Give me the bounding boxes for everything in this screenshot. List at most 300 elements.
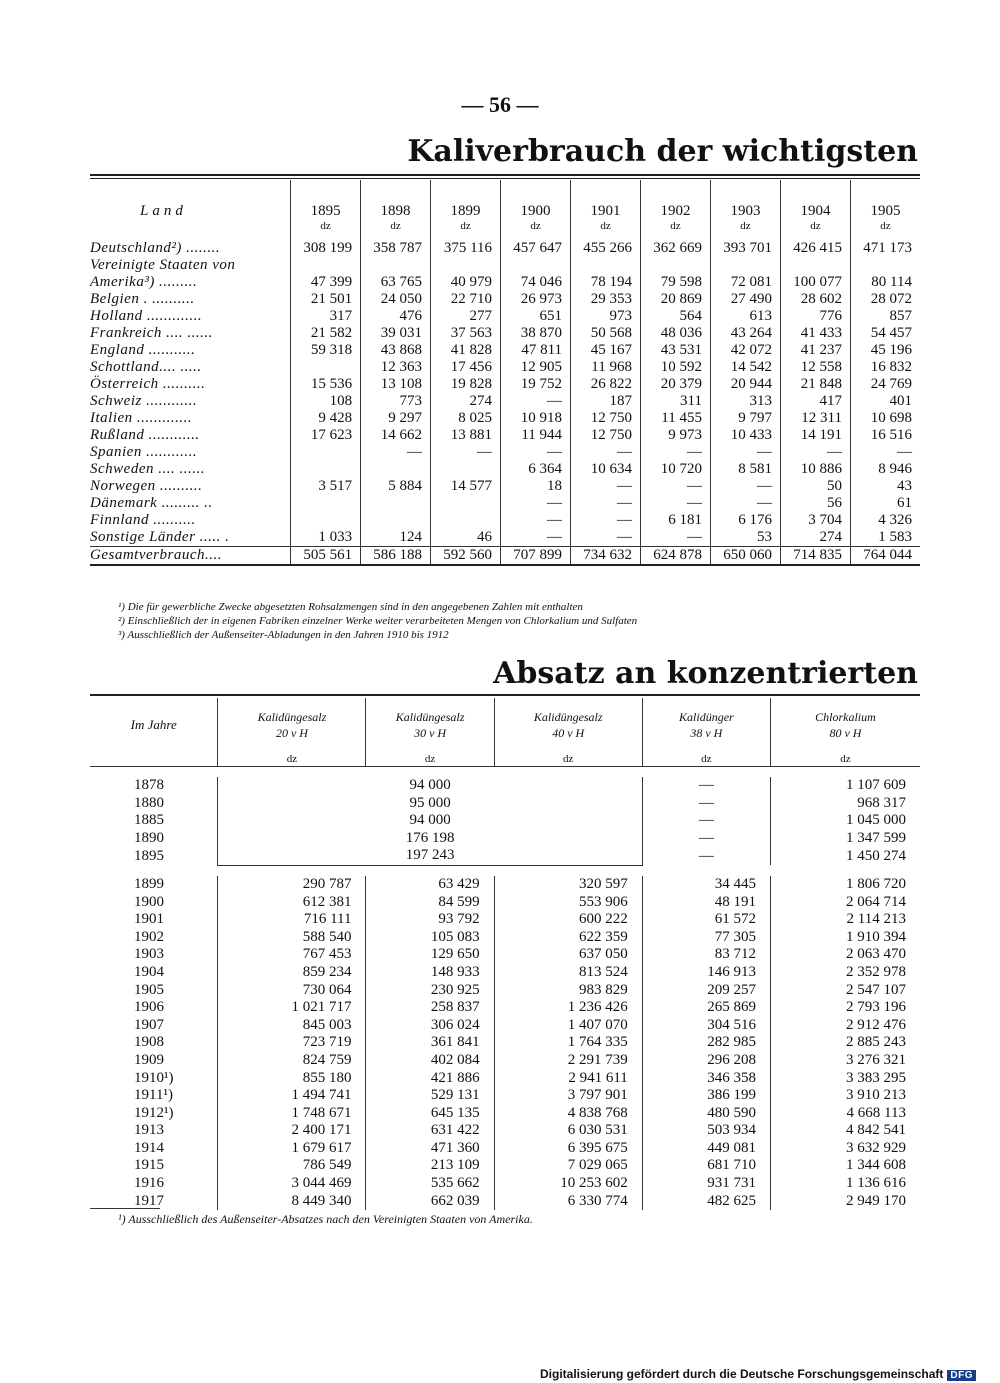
value-cell: 209 257 (642, 982, 770, 1000)
value-cell: 776 (780, 308, 850, 325)
value-cell: 10 433 (710, 427, 780, 444)
value-cell: 43 531 (641, 342, 711, 359)
value-cell: 651 (501, 308, 571, 325)
value-cell: 11 968 (571, 359, 641, 376)
value-cell: 24 769 (850, 376, 920, 393)
value-cell: — (850, 444, 920, 461)
column-header (770, 698, 920, 752)
value-cell: 1 910 394 (770, 929, 920, 947)
table-row (90, 1034, 920, 1052)
value-cell: 83 712 (642, 946, 770, 964)
value-cell: 10 918 (501, 410, 571, 427)
unit-label: dz (431, 220, 501, 240)
table1-top-rule (90, 174, 920, 176)
year-header: 1904 (780, 180, 850, 220)
table-row (90, 812, 920, 830)
value-cell: 79 598 (641, 274, 711, 291)
year-cell: 1906 (134, 999, 164, 1016)
year-header: Im Jahre (130, 717, 177, 732)
year-header: 1898 (361, 180, 431, 220)
unit-label: dz (571, 220, 641, 240)
value-cell: 631 422 (366, 1122, 494, 1140)
value-cell: 10 886 (780, 461, 850, 478)
value-cell (710, 257, 780, 274)
value-cell: 535 662 (366, 1175, 494, 1193)
unit-label: dz (218, 752, 366, 767)
value-cell: 20 944 (710, 376, 780, 393)
value-cell: 386 199 (642, 1087, 770, 1105)
value-cell: 40 979 (431, 274, 501, 291)
value-cell: 230 925 (366, 982, 494, 1000)
sales-table (90, 698, 920, 1210)
value-cell: — (361, 444, 431, 461)
value-cell: 77 305 (642, 929, 770, 947)
value-cell: 26 822 (571, 376, 641, 393)
value-cell: 1 764 335 (494, 1034, 642, 1052)
year-header: 1895 (291, 180, 361, 220)
unit-label: dz (494, 752, 642, 767)
column-name: Chlorkalium (815, 710, 876, 724)
value-cell: 471 360 (366, 1140, 494, 1158)
year-cell: 1903 (134, 946, 164, 963)
value-cell: 304 516 (642, 1017, 770, 1035)
value-cell: 56 (780, 495, 850, 512)
table2-header-row (90, 698, 920, 752)
unit-label: dz (641, 220, 711, 240)
value-cell (850, 257, 920, 274)
total-value: 624 878 (641, 547, 711, 566)
value-cell: 421 886 (366, 1070, 494, 1088)
year-cell: 1916 (134, 1175, 164, 1192)
value-cell: 317 (291, 308, 361, 325)
value-cell: — (710, 478, 780, 495)
value-cell: 10 698 (850, 410, 920, 427)
value-cell: 10 720 (641, 461, 711, 478)
country-name: England ........... (90, 342, 196, 358)
year-cell: 1909 (134, 1051, 164, 1068)
table2-top-rule (90, 694, 920, 696)
value-cell: 813 524 (494, 964, 642, 982)
value-cell: 53 (710, 529, 780, 547)
year-cell: 1878 (134, 777, 164, 793)
country-name: Deutschland²) ........ (90, 240, 221, 256)
table-row (90, 291, 920, 308)
value-cell: 482 625 (642, 1193, 770, 1211)
table-row (90, 964, 920, 982)
value-cell: 13 881 (431, 427, 501, 444)
value-cell: 61 572 (642, 911, 770, 929)
column-header (366, 698, 494, 752)
value-cell: 1 347 599 (770, 830, 920, 848)
value-cell: 105 083 (366, 929, 494, 947)
country-name: Rußland ............ (90, 427, 200, 443)
total-value: 586 188 (361, 547, 431, 566)
value-cell: — (710, 444, 780, 461)
column-percent: 20 v H (275, 726, 308, 740)
total-value: 714 835 (780, 547, 850, 566)
value-cell: 9 797 (710, 410, 780, 427)
value-cell: 84 599 (366, 894, 494, 912)
table-row (90, 274, 920, 291)
table-row (90, 461, 920, 478)
value-cell: 402 084 (366, 1052, 494, 1070)
year-cell: 1913 (134, 1122, 164, 1139)
value-cell: 296 208 (642, 1052, 770, 1070)
value-cell (431, 495, 501, 512)
value-cell: 588 540 (218, 929, 366, 947)
value-cell: 14 542 (710, 359, 780, 376)
value-cell: 773 (361, 393, 431, 410)
value-cell: 10 253 602 (494, 1175, 642, 1193)
unit-label: dz (501, 220, 571, 240)
country-name: Belgien . .......... (90, 291, 195, 307)
column-percent: 80 v H (829, 726, 862, 740)
value-cell: 1 344 608 (770, 1157, 920, 1175)
value-cell: — (501, 393, 571, 410)
year-cell: 1880 (134, 794, 164, 811)
value-cell: 48 036 (641, 325, 711, 342)
value-cell: 455 266 (571, 240, 641, 257)
table-row (90, 376, 920, 393)
table-row (90, 359, 920, 376)
value-cell: 362 669 (641, 240, 711, 257)
unit-label: dz (361, 220, 431, 240)
total-label: Gesamtverbrauch.... (90, 547, 291, 566)
value-cell: 274 (431, 393, 501, 410)
value-cell (780, 257, 850, 274)
value-cell: 8 581 (710, 461, 780, 478)
value-cell: 20 869 (641, 291, 711, 308)
consumption-table (90, 180, 920, 566)
value-cell: 12 750 (571, 427, 641, 444)
value-cell: 2 063 470 (770, 946, 920, 964)
value-cell: — (780, 444, 850, 461)
column-percent: 30 v H (414, 726, 447, 740)
table-row (90, 830, 920, 848)
combined-value: 197 243 (218, 847, 642, 865)
page-number: — 56 — (461, 92, 539, 117)
value-cell (291, 444, 361, 461)
value-cell: 21 582 (291, 325, 361, 342)
value-cell: 41 433 (780, 325, 850, 342)
value-cell: 29 353 (571, 291, 641, 308)
dfg-logo: DFG (947, 1370, 976, 1381)
value-cell: — (501, 444, 571, 461)
value-cell: 4 326 (850, 512, 920, 529)
value-cell: 47 399 (291, 274, 361, 291)
value-cell: 10 592 (641, 359, 711, 376)
value-cell: 61 (850, 495, 920, 512)
table-row (90, 495, 920, 512)
value-cell: — (501, 512, 571, 529)
value-cell: 2 885 243 (770, 1034, 920, 1052)
value-cell: 6 176 (710, 512, 780, 529)
value-cell: 41 828 (431, 342, 501, 359)
column-name: Kalidüngesalz (257, 710, 327, 724)
credit-text: Digitalisierung gefördert durch die Deutsche Forschungsgemeinschaft (539, 1367, 944, 1381)
value-cell: — (641, 478, 711, 495)
table-row (90, 427, 920, 444)
table-row (90, 894, 920, 912)
value-cell: 1 748 671 (218, 1105, 366, 1123)
value-cell: 311 (641, 393, 711, 410)
value-cell: — (642, 812, 770, 830)
value-cell (291, 359, 361, 376)
value-cell: 6 395 675 (494, 1140, 642, 1158)
table-row (90, 1087, 920, 1105)
value-cell: 931 731 (642, 1175, 770, 1193)
value-cell: 6 181 (641, 512, 711, 529)
table-row (90, 529, 920, 547)
value-cell: 129 650 (366, 946, 494, 964)
value-cell: 730 064 (218, 982, 366, 1000)
value-cell: 375 116 (431, 240, 501, 257)
value-cell: 3 517 (291, 478, 361, 495)
value-cell: 553 906 (494, 894, 642, 912)
value-cell: 3 383 295 (770, 1070, 920, 1088)
footnote-rule (90, 1208, 160, 1209)
column-name: Kalidünger (679, 710, 734, 724)
column-percent: 40 v H (552, 726, 585, 740)
value-cell: — (431, 444, 501, 461)
unit-label: dz (710, 220, 780, 240)
value-cell: 108 (291, 393, 361, 410)
table-row (90, 911, 920, 929)
value-cell: 622 359 (494, 929, 642, 947)
value-cell: 20 379 (641, 376, 711, 393)
value-cell: 3 276 321 (770, 1052, 920, 1070)
column-header (494, 698, 642, 752)
table1-footnote: ³) Ausschließlich der Außenseiter-Abladungen in den Jahren 1910 bis 1912 (118, 629, 449, 641)
value-cell: 723 719 (218, 1034, 366, 1052)
table-row (90, 1175, 920, 1193)
year-cell: 1915 (134, 1157, 164, 1174)
value-cell: 3 044 469 (218, 1175, 366, 1193)
value-cell: — (571, 478, 641, 495)
table1-body (90, 240, 920, 565)
value-cell: 2 547 107 (770, 982, 920, 1000)
total-value: 707 899 (501, 547, 571, 566)
country-name: Schweden .... ...... (90, 461, 205, 477)
table2-body (90, 767, 920, 1211)
year-header: 1899 (431, 180, 501, 220)
table2-footnote: ¹) Ausschließlich des Außenseiter-Absatzes nach den Vereinigten Staaten von Amerika. (118, 1212, 533, 1226)
table-row (90, 410, 920, 427)
value-cell: 857 (850, 308, 920, 325)
value-cell: 9 297 (361, 410, 431, 427)
value-cell: 187 (571, 393, 641, 410)
year-cell: 1895 (134, 847, 164, 864)
year-cell: 1907 (134, 1016, 164, 1033)
value-cell: 600 222 (494, 911, 642, 929)
value-cell: 27 490 (710, 291, 780, 308)
value-cell: 34 445 (642, 876, 770, 894)
table-row (90, 999, 920, 1017)
value-cell: 1 806 720 (770, 876, 920, 894)
value-cell: 1 136 616 (770, 1175, 920, 1193)
value-cell: 9 973 (641, 427, 711, 444)
year-header: 1901 (571, 180, 641, 220)
column-header (642, 698, 770, 752)
value-cell: 767 453 (218, 946, 366, 964)
value-cell: — (501, 495, 571, 512)
country-name: Italien ............. (90, 410, 193, 426)
year-cell: 1904 (134, 963, 164, 980)
value-cell (501, 257, 571, 274)
table1-top-rule-thin (90, 178, 920, 179)
value-cell: 63 765 (361, 274, 431, 291)
value-cell: 1 033 (291, 529, 361, 547)
value-cell: 2 793 196 (770, 999, 920, 1017)
value-cell: 78 194 (571, 274, 641, 291)
value-cell: 282 985 (642, 1034, 770, 1052)
value-cell: 11 455 (641, 410, 711, 427)
value-cell: 716 111 (218, 911, 366, 929)
value-cell: 42 072 (710, 342, 780, 359)
table-row (90, 1157, 920, 1175)
value-cell: 54 457 (850, 325, 920, 342)
value-cell: 308 199 (291, 240, 361, 257)
value-cell: 449 081 (642, 1140, 770, 1158)
table-row (90, 1105, 920, 1123)
table2-unit-row (90, 752, 920, 767)
value-cell: 45 167 (571, 342, 641, 359)
value-cell: 22 710 (431, 291, 501, 308)
value-cell: — (571, 529, 641, 547)
value-cell: 358 787 (361, 240, 431, 257)
value-cell: 26 973 (501, 291, 571, 308)
value-cell: 2 352 978 (770, 964, 920, 982)
value-cell: — (571, 495, 641, 512)
value-cell: 46 (431, 529, 501, 547)
value-cell: 93 792 (366, 911, 494, 929)
value-cell: 47 811 (501, 342, 571, 359)
value-cell: 39 031 (361, 325, 431, 342)
country-name: Amerika³) ......... (90, 274, 198, 290)
value-cell: 4 668 113 (770, 1105, 920, 1123)
value-cell: 265 869 (642, 999, 770, 1017)
value-cell: 100 077 (780, 274, 850, 291)
value-cell: 1 583 (850, 529, 920, 547)
table1-header-row (90, 180, 920, 220)
table-row (90, 777, 920, 795)
value-cell: 12 311 (780, 410, 850, 427)
value-cell: 613 (710, 308, 780, 325)
value-cell: 3 632 929 (770, 1140, 920, 1158)
unit-label: dz (366, 752, 494, 767)
value-cell (361, 257, 431, 274)
value-cell: 983 829 (494, 982, 642, 1000)
year-cell: 1885 (134, 812, 164, 829)
combined-value: 176 198 (218, 830, 642, 848)
table-row (90, 240, 920, 257)
year-header: 1905 (850, 180, 920, 220)
value-cell: 43 264 (710, 325, 780, 342)
value-cell: 21 848 (780, 376, 850, 393)
value-cell: 17 456 (431, 359, 501, 376)
value-cell: 290 787 (218, 876, 366, 894)
value-cell: 41 237 (780, 342, 850, 359)
value-cell: 2 941 611 (494, 1070, 642, 1088)
value-cell (291, 257, 361, 274)
value-cell: 17 623 (291, 427, 361, 444)
value-cell: 37 563 (431, 325, 501, 342)
year-cell: 1890 (134, 829, 164, 846)
value-cell: 3 797 901 (494, 1087, 642, 1105)
value-cell: 8 449 340 (218, 1193, 366, 1211)
table-row (90, 876, 920, 894)
value-cell: 28 072 (850, 291, 920, 308)
value-cell: 2 949 170 (770, 1193, 920, 1211)
value-cell (431, 512, 501, 529)
value-cell: 645 135 (366, 1105, 494, 1123)
table-row (90, 1122, 920, 1140)
value-cell: 2 114 213 (770, 911, 920, 929)
year-cell: 1911¹) (134, 1087, 173, 1104)
value-cell: 50 568 (571, 325, 641, 342)
total-value: 592 560 (431, 547, 501, 566)
value-cell: 274 (780, 529, 850, 547)
country-name: Sonstige Länder ..... . (90, 529, 230, 545)
value-cell: 2 291 739 (494, 1052, 642, 1070)
value-cell (361, 512, 431, 529)
year-cell: 1900 (134, 893, 164, 910)
table-row (90, 929, 920, 947)
value-cell: 38 870 (501, 325, 571, 342)
value-cell: — (501, 529, 571, 547)
value-cell: 973 (571, 308, 641, 325)
value-cell: 361 841 (366, 1034, 494, 1052)
value-cell: 1 021 717 (218, 999, 366, 1017)
year-cell: 1899 (134, 875, 164, 892)
value-cell: — (642, 777, 770, 795)
value-cell: 21 501 (291, 291, 361, 308)
value-cell: — (710, 495, 780, 512)
country-name: Spanien ............ (90, 444, 198, 460)
country-name: Vereinigte Staaten von (90, 257, 236, 273)
table-row (90, 847, 920, 865)
value-cell: 6 364 (501, 461, 571, 478)
value-cell: 681 710 (642, 1157, 770, 1175)
value-cell (641, 257, 711, 274)
value-cell: 824 759 (218, 1052, 366, 1070)
value-cell: 146 913 (642, 964, 770, 982)
table1-footnotes (118, 600, 637, 642)
value-cell: 19 752 (501, 376, 571, 393)
value-cell: 612 381 (218, 894, 366, 912)
value-cell: 564 (641, 308, 711, 325)
value-cell: 1 494 741 (218, 1087, 366, 1105)
table-row (90, 444, 920, 461)
value-cell (291, 512, 361, 529)
value-cell: 968 317 (770, 795, 920, 813)
combined-value: 95 000 (218, 795, 642, 813)
table-row (90, 512, 920, 529)
total-value: 734 632 (571, 547, 641, 566)
total-value: 650 060 (710, 547, 780, 566)
value-cell: 3 910 213 (770, 1087, 920, 1105)
table-row (90, 982, 920, 1000)
land-header: Land (140, 203, 187, 219)
value-cell: 9 428 (291, 410, 361, 427)
value-cell: 11 944 (501, 427, 571, 444)
unit-label: dz (780, 220, 850, 240)
value-cell: — (641, 495, 711, 512)
value-cell: 16 516 (850, 427, 920, 444)
year-cell: 1914 (134, 1139, 164, 1156)
value-cell: 471 173 (850, 240, 920, 257)
total-value: 764 044 (850, 547, 920, 566)
